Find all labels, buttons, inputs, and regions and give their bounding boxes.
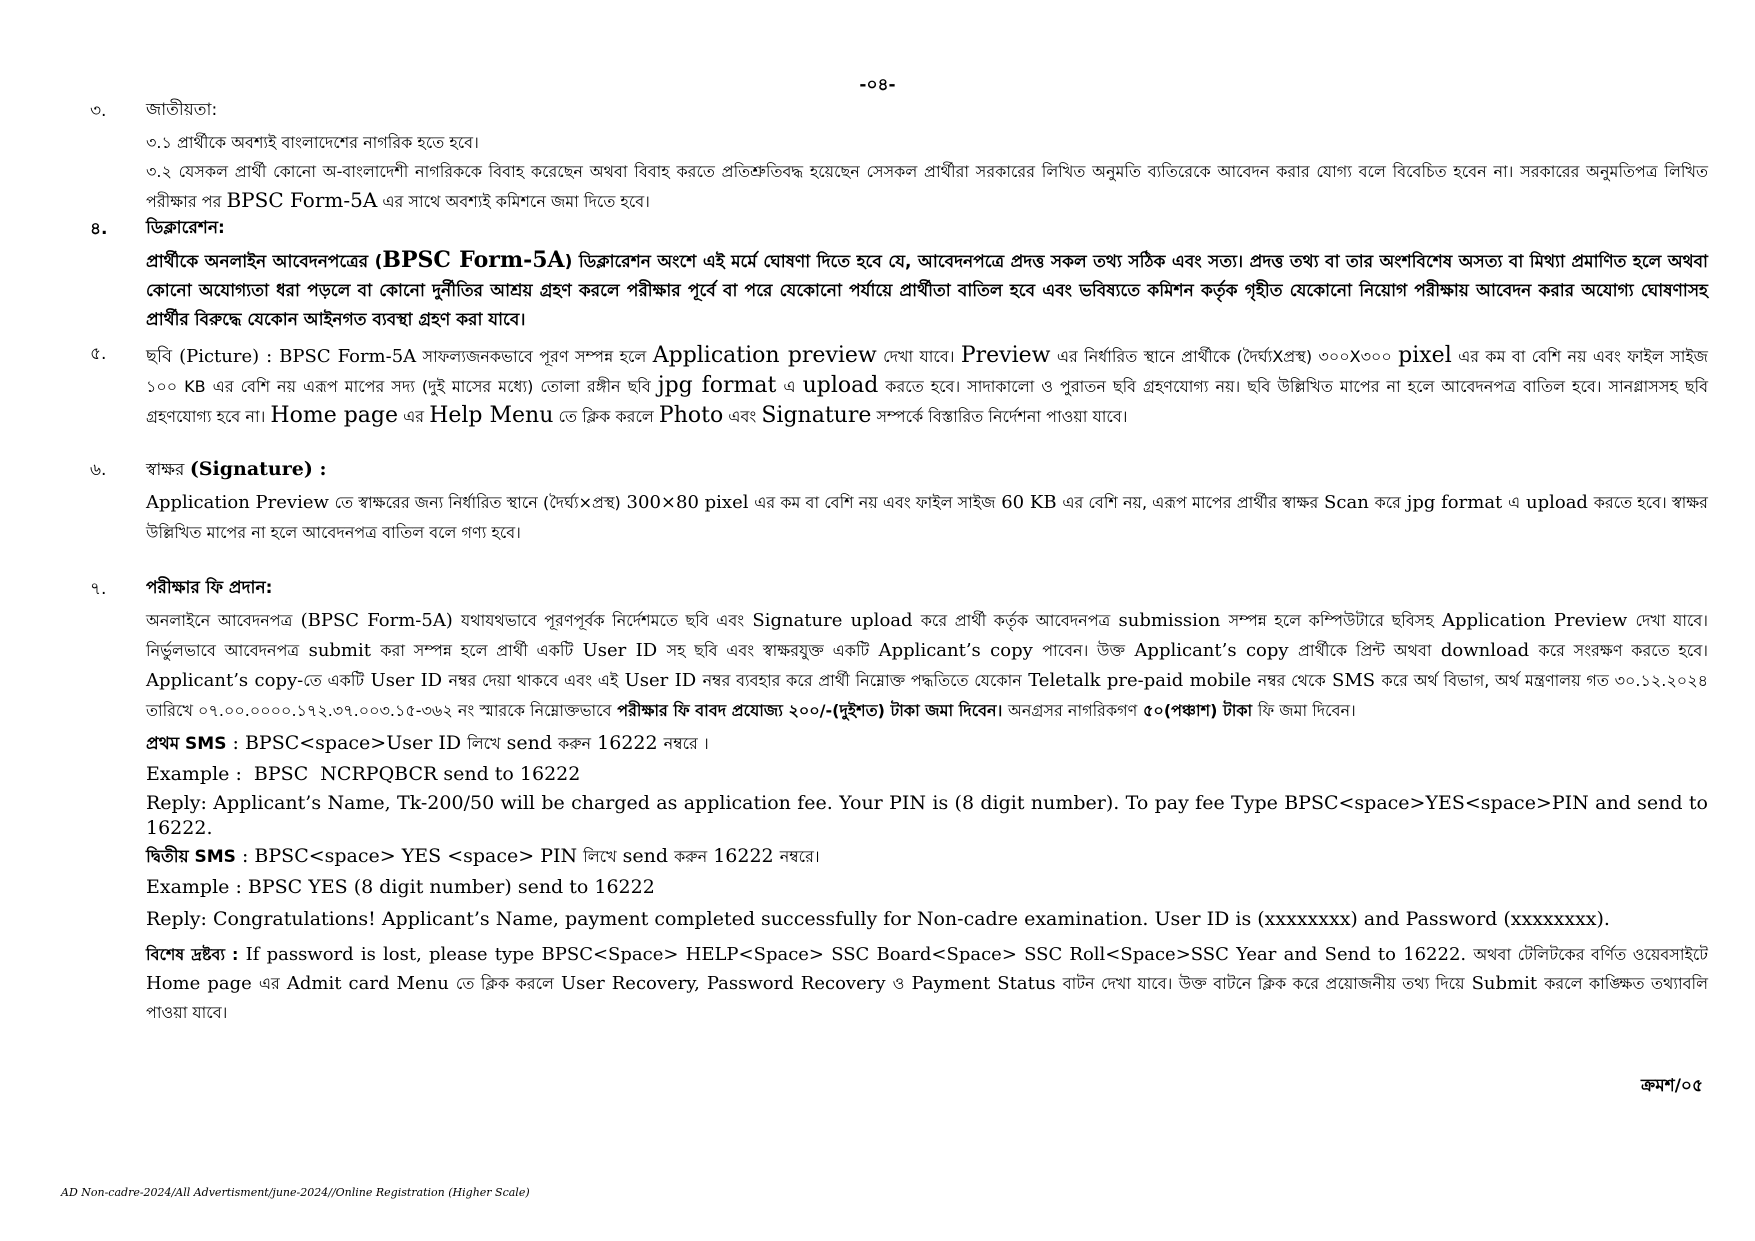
text: এর বেশি নয়, এরূপ মাপের প্রার্থীর স্বাক্ষর (1062, 493, 1319, 512)
text: Signature (761, 403, 872, 428)
text: করে (1374, 493, 1401, 512)
text: করে প্রার্থী কর্তৃক আবেদনপত্র (920, 611, 1111, 630)
text: নম্বর ব্যবহার করে প্রার্থী নিম্নোক্ত পদ্ধতিতে যেকোন (702, 671, 1022, 690)
text: পাবেন। উক্ত (1042, 641, 1126, 660)
text: তে ক্লিক করলে (558, 407, 654, 426)
text: 60 KB (1001, 492, 1057, 513)
text: Payment Status (911, 973, 1056, 994)
text: সম্পন্ন হলে কম্পিউটারে ছবিসহ (1228, 611, 1434, 630)
text: Admit card Menu (286, 973, 449, 994)
section-number: ৪. (90, 219, 108, 239)
text: এবং (728, 407, 757, 426)
text: প্রার্থীকে অনলাইন আবেদনপত্রের ( (146, 252, 383, 272)
text: ) ডিক্লারেশন অংশে এই মর্মে ঘোষণা দিতে হবে যে, আবেদনপত্রে প্রদত্ত সকল তথ্য সঠিক এবং সত্য। প্রদত্ত তথ্য বা তার অংশবিশেষ অসত্য বা মিথ্যা প্রমাণিত হলে অথবা কোনো অযোগ্যতা ধরা পড়লে বা কোনো দুর্নীতির আশ্রয় গ্রহণ করলে পরীক্ষার পূর্বে বা পরে যেকোনো পর্যায়ে প্রার্থীতা বাতিল হবে এবং ভবিষ্যতে কমিশন কর্তৃক গৃহীত যেকোনো নিয়োগ পরীক্ষায় আবেদন করার অযোগ্য ঘোষণাসহ প্রার্থীর বিরুদ্ধে যেকোন আইনগত ব্যবস্থা গ্রহণ করা যাবে। (146, 252, 1708, 330)
text: Home page (270, 403, 399, 428)
text: অনগ্রসর নাগরিকগণ (1008, 701, 1138, 720)
text: বিশেষ দ্রষ্টব্য : (146, 945, 239, 964)
text: দ্বিতীয় SMS (146, 847, 236, 867)
text: Signature upload (752, 610, 913, 631)
text: Photo (658, 403, 724, 428)
text: দেখা যাবে। (883, 347, 955, 366)
text: করে অর্থ বিভাগ, অর্থ মন্ত্রণালয় গত ৩০.১২.২০২৪ তারিখে ০৭.০০.০০০০.১৭২.৩৭.০০৩.১৫-৩৬২ নং স্মারকে নিম্নোক্তভাবে (146, 671, 1708, 720)
text: তে ক্লিক করলে (455, 974, 554, 993)
text: এর (403, 407, 425, 426)
text: করতে হবে। সাদাকালো ও পুরাতন ছবি গ্রহণযোগ্য নয়। ছবি উল্লিখিত মাপের না হলে আবেদনপত্র বাতিল হবে। সানগ্লাসসহ ছবি গ্রহণযোগ্য হবে না। (146, 377, 1708, 426)
text: এর কম বা বেশি নয় এবং ফাইল সাইজ (754, 493, 996, 512)
text: করতে হবে। স্বাক্ষর উল্লিখিত মাপের না হলে আবেদনপত্র বাতিল বলে গণ্য হবে। (146, 493, 1708, 542)
text: 16222 (713, 845, 774, 867)
text: jpg format (1406, 492, 1503, 513)
text: Applicant’s copy (1134, 640, 1289, 661)
text: লিখে (467, 734, 501, 753)
text: করে সংরক্ষণ করতে হবে। (1538, 641, 1708, 660)
text: সাফল্যজনকভাবে পূরণ সম্পন্ন হলে (422, 347, 647, 366)
paragraph-3-2 (146, 157, 1708, 216)
text: এর কম বা বেশি নয় এবং ফাইল সাইজ ১০০ KB এর বেশি নয় এরূপ মাপের সদ্য (দুই মাসের মধ্যে) তোলা রঙ্গীন ছবি (146, 347, 1708, 396)
reply-1: Reply: Applicant’s Name, Tk-200/50 will be charged as application fee. Your PIN is (8 digit number). To pay fee Type BPSC<space>YES<space>PIN and send to 16222. (146, 792, 1708, 839)
text: Application Preview (1441, 610, 1628, 631)
section-heading: ডিক্লারেশন: (146, 218, 225, 238)
text: নম্বরে । (663, 734, 709, 753)
text: অথবা টেলিটকের বর্ণিত ওয়েবসাইটে (1473, 945, 1708, 964)
text: পরীক্ষার ফি বাবদ প্রযোজ্য ২০০/-(দুইশত) টাকা জমা দিবেন। (617, 701, 1003, 720)
text: Preview (960, 343, 1051, 368)
text: Applicant’s copy (878, 640, 1033, 661)
fee-paragraph (146, 606, 1708, 726)
text: এর (258, 974, 280, 993)
text: send (622, 845, 669, 867)
section-number: ৭. (90, 579, 107, 599)
text: upload (802, 373, 879, 398)
form-name: BPSC Form-5A (382, 247, 565, 273)
text: নম্বর থেকে (1257, 671, 1326, 690)
text: download (1440, 640, 1530, 661)
text: এর নির্ধারিত স্থানে প্রার্থীকে (দৈর্ঘ্যXপ্রস্থ) ৩০০X৩০০ (1056, 347, 1392, 366)
text: এ (1508, 493, 1521, 512)
signature-paragraph (146, 488, 1708, 548)
text: submit (308, 640, 371, 661)
text: (BPSC Form-5A) (300, 610, 453, 631)
text: প্রার্থীকে প্রিন্ট অথবা (1297, 641, 1432, 660)
section-heading (146, 457, 1708, 482)
text: Help Menu (429, 403, 554, 428)
text: 300×80 pixel (626, 492, 749, 513)
text: লিখে (583, 847, 617, 866)
reply-2: Reply: Congratulations! Applicant’s Name, payment completed successfully for Non-cadre examination. User ID is (xxxxxxxx) and Password (xxxxxxxx). (146, 908, 1610, 930)
text: Teletalk pre-paid mobile (1028, 670, 1252, 691)
text: করুন (674, 847, 708, 866)
text: SMS (1332, 670, 1376, 691)
text: User ID (582, 640, 658, 661)
paragraph-3-1: ৩.১ প্রার্থীকে অবশ্যই বাংলাদেশের নাগরিক হতে হবে। (146, 133, 479, 152)
text: তে একটি (303, 671, 365, 690)
text: এ (783, 377, 796, 396)
text: pixel (1398, 343, 1452, 368)
text: প্রথম SMS (146, 734, 227, 754)
text: User ID (624, 670, 697, 691)
text: submission (1118, 610, 1221, 631)
text: send (506, 732, 553, 754)
special-note (146, 940, 1708, 1027)
text: ৩.২ যেসকল প্রার্থী কোনো অ-বাংলাদেশী নাগরিককে বিবাহ করেছেন অথবা বিবাহ করতে প্রতিশ্রুতিবদ্ধ হয়েছেন সেসকল প্রার্থীরা সরকারের লিখিত অনুমতি ব্যতিরেকে আবেদন করার যোগ্য বলে বিবেচিত হবেন না। সরকারের অনুমতিপত্র লিখিত পরীক্ষার পর (146, 162, 1708, 211)
example-1: Example : BPSC NCRPQBCR send to 16222 (146, 763, 581, 785)
text: স্বাক্ষর (146, 460, 185, 480)
footer-path: AD Non-cadre-2024/All Advertisment/june-2024//Online Registration (Higher Scale) (61, 1186, 530, 1199)
text: User ID (370, 670, 443, 691)
first-sms-line (146, 728, 1708, 759)
form-name: BPSC Form-5A (226, 188, 378, 212)
section-number: ৫. (90, 344, 107, 364)
text: Application Preview (146, 492, 329, 513)
text: 16222 (597, 732, 658, 754)
text: upload (1525, 492, 1588, 513)
continued-label: ক্রমশ/০৫ (1640, 1076, 1703, 1096)
text: এর সাথে অবশ্যই কমিশনে জমা দিতে হবে। (382, 192, 650, 211)
picture-paragraph (146, 341, 1708, 431)
declaration-paragraph (146, 246, 1708, 335)
text: ও (892, 974, 905, 993)
text: দেখা যাবে। নির্ভুলভাবে আবেদনপত্র (146, 611, 1709, 660)
text: ৫০(পঞ্চাশ) টাকা (1143, 701, 1253, 720)
section-heading: জাতীয়তা: (146, 100, 218, 120)
text: Submit (1471, 973, 1538, 994)
text: Application preview (652, 343, 877, 368)
example-2: Example : BPSC YES (8 digit number) send to 16222 (146, 876, 655, 898)
text: করা সম্পন্ন হলে প্রার্থী একটি (380, 641, 574, 660)
text: সহ ছবি এবং স্বাক্ষরযুক্ত একটি (666, 641, 870, 660)
text: If password is lost, please type BPSC<Space> HELP<Space> SSC Board<Space> SSC Roll<Space>SSC Year and Send to 16222. (245, 944, 1467, 965)
text: যথাযথভাবে পূরণপূর্বক নির্দেশমতে ছবি এবং (461, 611, 745, 630)
text: User Recovery, Password Recovery (561, 973, 886, 994)
text: নম্বরে। (779, 847, 820, 866)
text: করলে কাঙ্ক্ষিত তথ্যাবলি পাওয়া যাবে। (146, 974, 1709, 1022)
text: jpg format (657, 373, 777, 398)
page-number: -০৪- (859, 75, 896, 95)
text: ফি জমা দিবেন। (1257, 701, 1356, 720)
text: সম্পর্কে বিস্তারিত নির্দেশনা পাওয়া যাবে। (876, 407, 1128, 426)
text: বাটন দেখা যাবে। উক্ত বাটনে ক্লিক করে প্রয়োজনীয় তথ্য দিয়ে (1062, 974, 1465, 993)
text: ছবি (Picture) : BPSC Form-5A (146, 346, 417, 367)
section-number: ৬. (90, 460, 107, 480)
text: Scan (1324, 492, 1369, 513)
text: : BPSC<space>User ID (232, 732, 462, 754)
text: Home page (146, 973, 252, 994)
section-number: ৩. (90, 101, 107, 121)
text: (Signature) : (189, 458, 327, 480)
section-heading: পরীক্ষার ফি প্রদান: (146, 578, 273, 598)
text: তে স্বাক্ষরের জন্য নির্ধারিত স্থানে (দৈর্ঘ্য×প্রস্থ) (334, 493, 621, 512)
second-sms-line (146, 841, 1708, 872)
text: অনলাইনে আবেদনপত্র (146, 611, 293, 630)
text: নম্বর দেয়া থাকবে এবং এই (448, 671, 619, 690)
text: : BPSC<space> YES <space> PIN (241, 845, 578, 867)
text: করুন (558, 734, 592, 753)
text: Applicant’s copy- (146, 670, 304, 691)
